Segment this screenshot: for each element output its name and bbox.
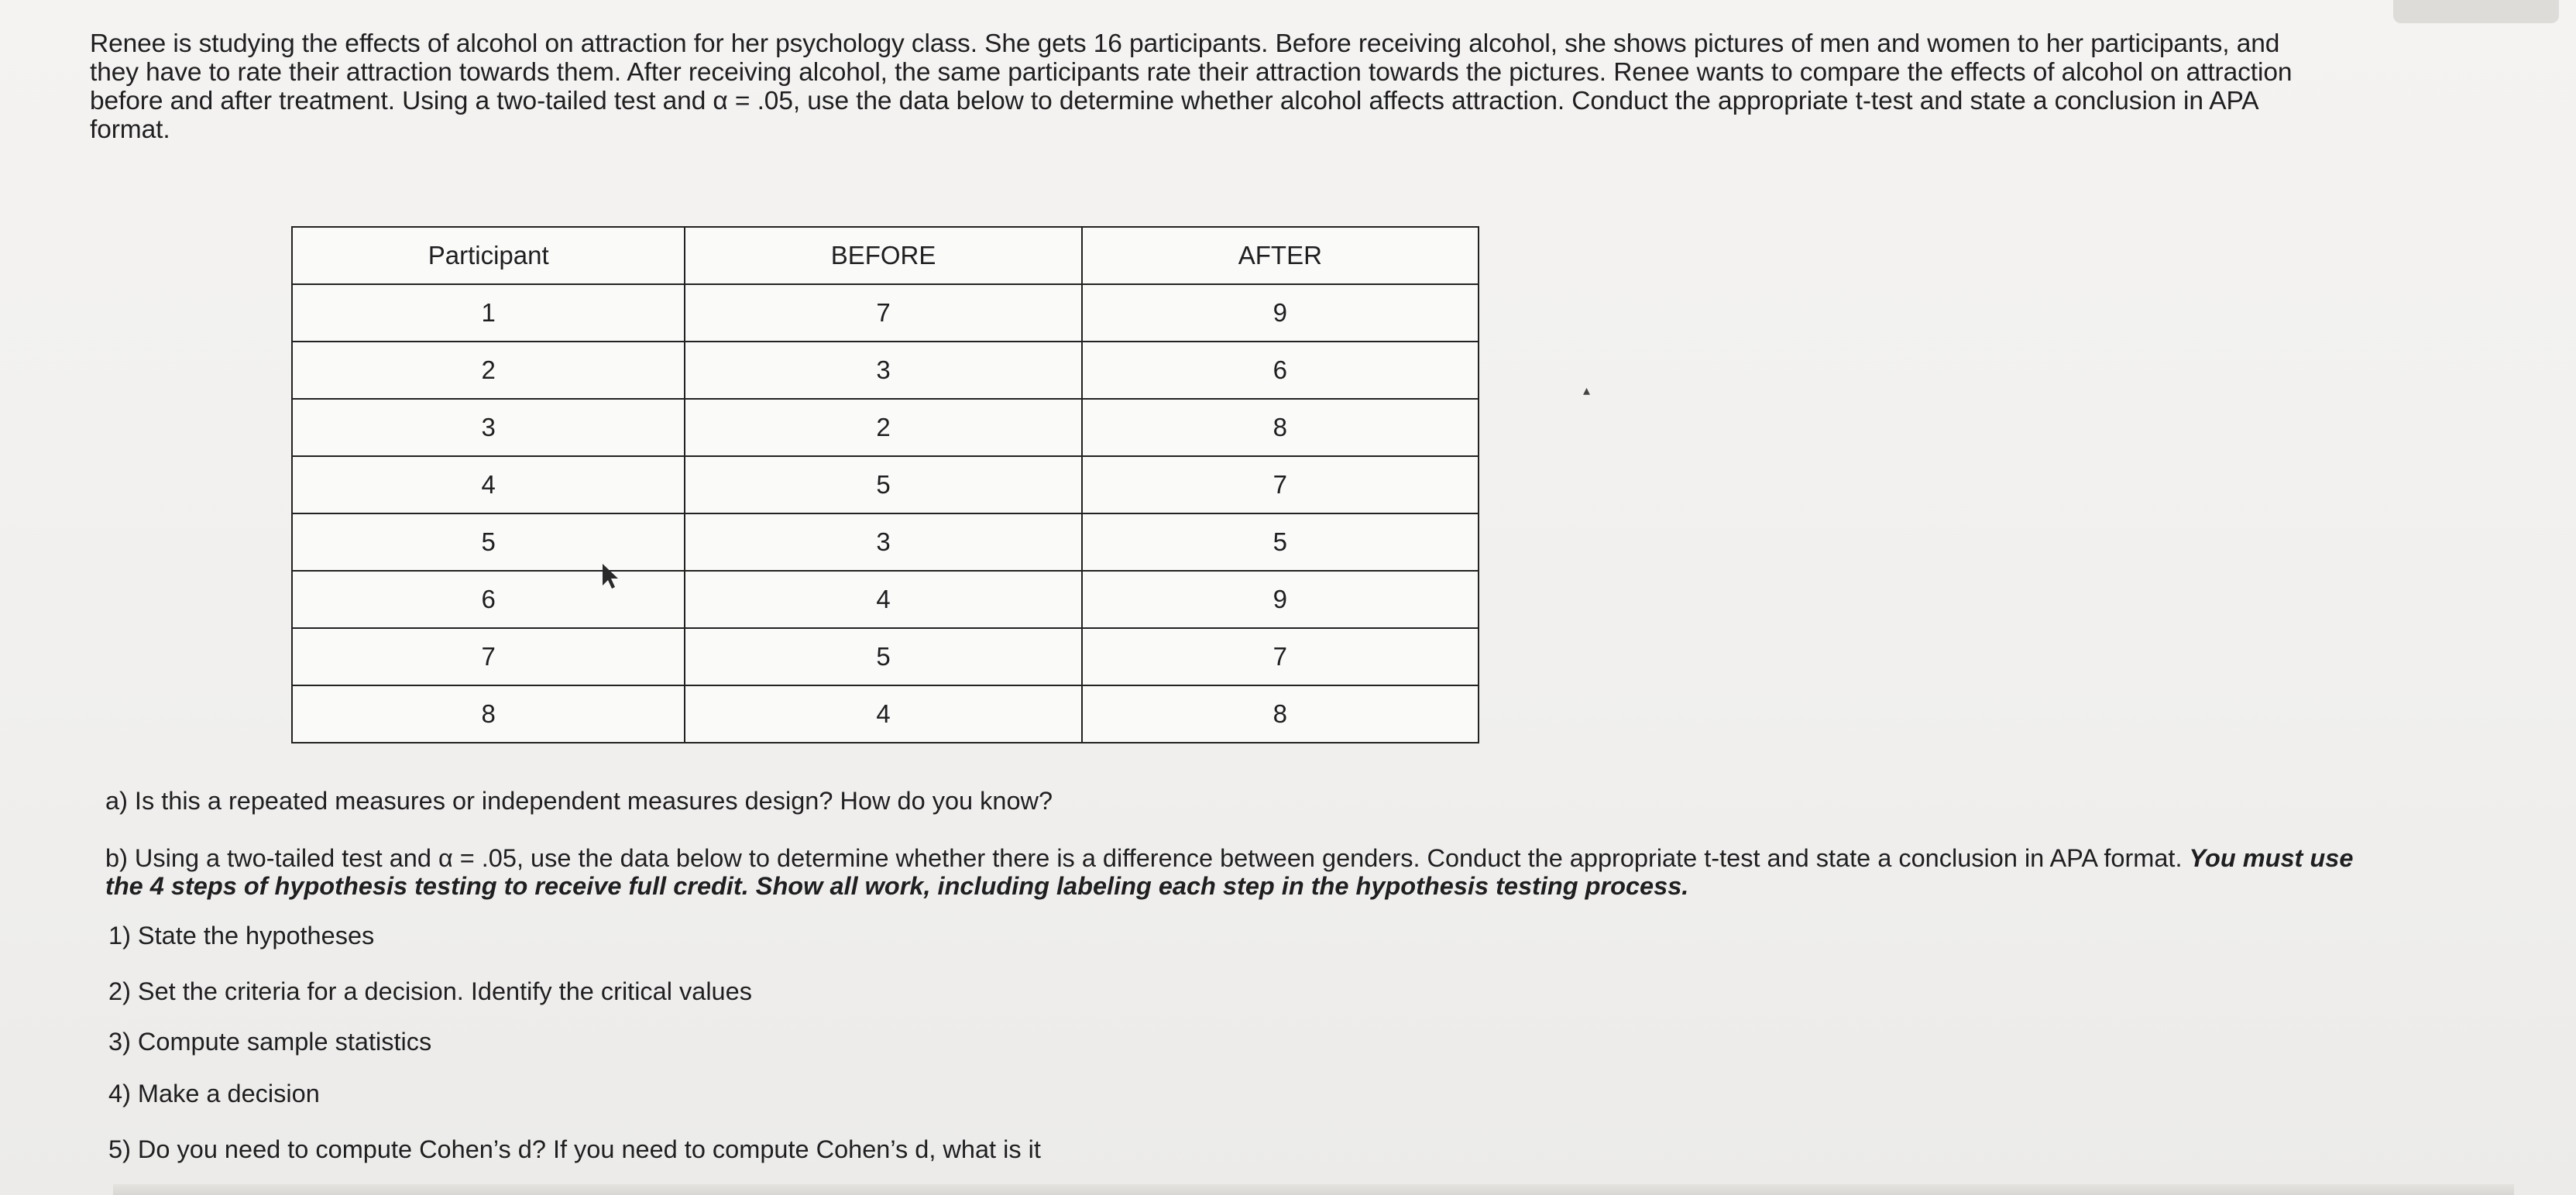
bottom-strip [113,1184,2514,1195]
table-row [292,342,1479,399]
before-cell: 5 [685,456,1081,513]
participant-cell: 7 [292,628,685,685]
problem-intro: Renee is studying the effects of alcohol on attraction for her psychology class. She gets 16 participants. Before receiving alcohol, she shows pictures of men and women to her participants, and they have to rate their attraction towards them. After receiving alcohol, the same participants rate their attraction towards the pictures. Renee wants to compare the effects of alcohol on attraction before and after treatment. Using a two-tailed test and α = .05, use the data below to determine whether alcohol affects attraction. Conduct the appropriate t-test and state a conclusion in APA format. [90,29,2293,144]
participant-cell: 1 [292,284,685,342]
table-row [292,513,1479,571]
before-cell: 5 [685,628,1081,685]
data-table [291,226,1479,743]
table-row [292,685,1479,743]
step-4: 4) Make a decision [108,1080,320,1107]
participant-cell: 5 [292,513,685,571]
column-header-after: AFTER [1082,227,1479,284]
step-5: 5) Do you need to compute Cohen’s d? If you need to compute Cohen’s d, what is it [108,1135,1041,1163]
after-cell: 9 [1082,571,1479,628]
table-row [292,571,1479,628]
column-header-participant: Participant [292,227,685,284]
speck-mark: ▴ [1583,383,1591,398]
question-b-emphasis: You must use the 4 steps of hypothesis testing to receive full credit. Show all work, including labeling each step in the hypothesis testing process. [105,844,2354,900]
after-cell: 8 [1082,685,1479,743]
step-3: 3) Compute sample statistics [108,1028,432,1056]
step-2: 2) Set the criteria for a decision. Identify the critical values [108,977,752,1005]
participant-cell: 4 [292,456,685,513]
participant-cell: 6 [292,571,685,628]
after-cell: 7 [1082,456,1479,513]
participant-cell: 3 [292,399,685,456]
before-cell: 4 [685,685,1081,743]
table-header-row [292,227,1479,284]
after-cell: 5 [1082,513,1479,571]
before-cell: 3 [685,513,1081,571]
before-cell: 4 [685,571,1081,628]
mouse-pointer-icon [601,562,620,590]
after-cell: 9 [1082,284,1479,342]
column-header-before: BEFORE [685,227,1081,284]
question-a: a) Is this a repeated measures or independent measures design? How do you know? [105,787,1053,815]
participant-cell: 8 [292,685,685,743]
table-row [292,628,1479,685]
participant-cell: 2 [292,342,685,399]
after-cell: 6 [1082,342,1479,399]
table-row [292,456,1479,513]
corner-tab [2393,0,2559,23]
before-cell: 2 [685,399,1081,456]
before-cell: 3 [685,342,1081,399]
table-row [292,399,1479,456]
before-cell: 7 [685,284,1081,342]
table-row [292,284,1479,342]
after-cell: 8 [1082,399,1479,456]
after-cell: 7 [1082,628,1479,685]
step-1: 1) State the hypotheses [108,922,375,949]
question-b [105,844,2390,900]
question-b-text: b) Using a two-tailed test and α = .05, use the data below to determine whether there is a difference between genders. Conduct the appropriate t-test and state a conclusion in APA format. [105,844,2190,872]
